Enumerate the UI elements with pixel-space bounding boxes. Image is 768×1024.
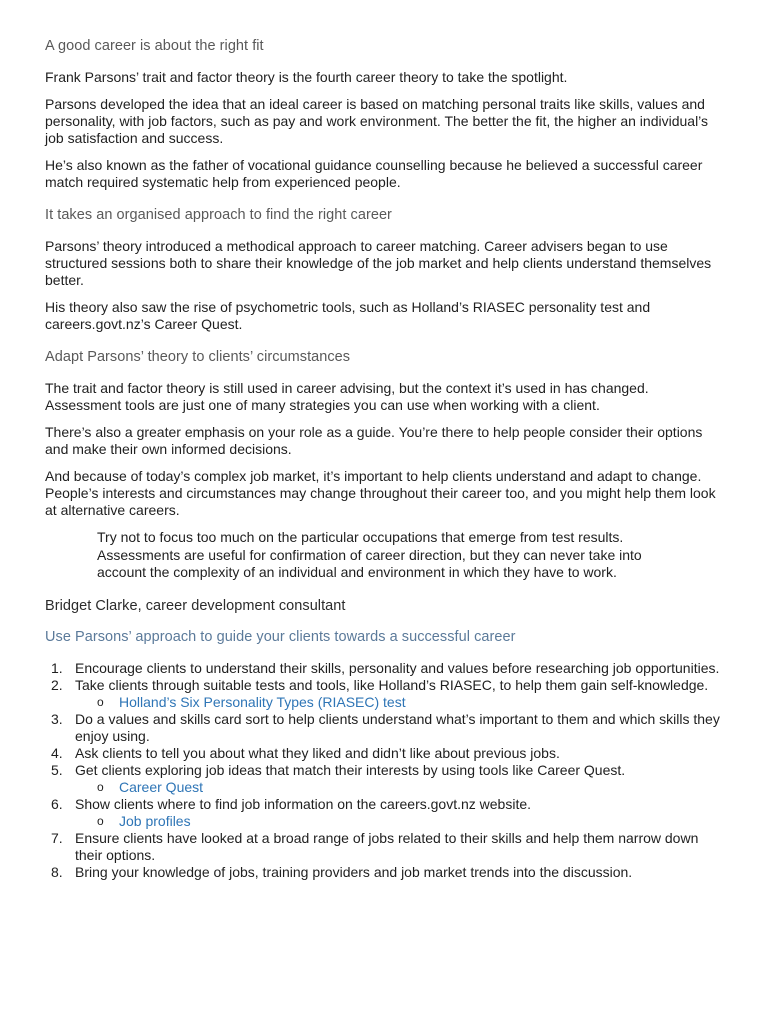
paragraph: And because of today’s complex job market, it’s important to help clients understand and adapt to change. People’s interests and circumstances may change throughout their career too, and you might help them look at alternative careers. bbox=[45, 468, 716, 518]
list-number: 1. bbox=[51, 659, 63, 676]
list-number: 4. bbox=[51, 744, 63, 761]
list-number: 6. bbox=[51, 795, 63, 812]
list-number: 3. bbox=[51, 710, 63, 727]
paragraph: He’s also known as the father of vocational guidance counselling because he believed a successful career match required systematic help from experienced people. bbox=[45, 157, 703, 190]
riasec-link[interactable]: Holland’s Six Personality Types (RIASEC) test bbox=[119, 693, 406, 710]
paragraph: There’s also a greater emphasis on your role as a guide. You’re there to help people consider their options and make their own informed decisions. bbox=[45, 424, 703, 457]
list-item-text: Get clients exploring job ideas that match their interests by using tools like Career Quest. bbox=[75, 761, 626, 778]
paragraph: Parsons developed the idea that an ideal career is based on matching personal traits like skills, values and personality, with job factors, such as pay and work environment. The better the fit, the higher an individual’s job satisfaction and success. bbox=[45, 96, 709, 146]
list-item-text: Take clients through suitable tests and tools, like Holland’s RIASEC, to help them gain self-knowledge. bbox=[75, 676, 709, 693]
list-item bbox=[45, 677, 725, 694]
list-item bbox=[45, 796, 725, 813]
list-item-text: Ensure clients have looked at a broad range of jobs related to their skills and help them narrow down their options. bbox=[75, 829, 699, 863]
paragraph: Frank Parsons’ trait and factor theory is the fourth career theory to take the spotlight. bbox=[45, 69, 568, 85]
job-profiles-link[interactable]: Job profiles bbox=[119, 812, 191, 829]
list-item-text: Encourage clients to understand their skills, personality and values before researching job opportunities. bbox=[75, 659, 720, 676]
section-heading-guide-clients: Use Parsons’ approach to guide your clients towards a successful career bbox=[45, 628, 516, 645]
list-item bbox=[45, 864, 725, 881]
hollow-bullet-icon: o bbox=[97, 779, 104, 794]
section-heading-right-fit: A good career is about the right fit bbox=[45, 38, 264, 54]
blockquote: Try not to focus too much on the particular occupations that emerge from test results. Assessments are useful for confirmation of career direction, but they can never take into account the complexity of an individual and environment in which they have to work. bbox=[97, 529, 642, 580]
list-item bbox=[45, 745, 725, 762]
sub-list-item bbox=[45, 779, 725, 796]
list-item-text: Bring your knowledge of jobs, training providers and job market trends into the discussion. bbox=[75, 863, 633, 880]
list-item bbox=[45, 711, 725, 745]
section-heading-adapt-theory: Adapt Parsons’ theory to clients’ circumstances bbox=[45, 349, 351, 365]
list-number: 7. bbox=[51, 829, 63, 846]
paragraph: The trait and factor theory is still used in career advising, but the context it’s used in has changed. Assessment tools are just one of many strategies you can use when working with a client. bbox=[45, 380, 649, 413]
section-heading-organised-approach: It takes an organised approach to find the right career bbox=[45, 207, 392, 223]
sub-list-item bbox=[45, 813, 725, 830]
list-number: 8. bbox=[51, 863, 63, 880]
sub-list-item bbox=[45, 694, 725, 711]
steps-list bbox=[45, 660, 725, 881]
career-quest-link[interactable]: Career Quest bbox=[119, 778, 204, 795]
document-page bbox=[45, 38, 725, 881]
list-item bbox=[45, 830, 725, 864]
list-number: 2. bbox=[51, 676, 63, 693]
list-item-text: Ask clients to tell you about what they liked and didn’t like about previous jobs. bbox=[75, 744, 560, 761]
list-item bbox=[45, 660, 725, 677]
list-item bbox=[45, 762, 725, 779]
list-number: 5. bbox=[51, 761, 63, 778]
paragraph: Parsons’ theory introduced a methodical approach to career matching. Career advisers began to use structured sessions both to share their knowledge of the job market and help clients understand themselves better. bbox=[45, 238, 712, 288]
paragraph: His theory also saw the rise of psychometric tools, such as Holland’s RIASEC personality test and careers.govt.nz’s Career Quest. bbox=[45, 299, 651, 332]
hollow-bullet-icon: o bbox=[97, 813, 104, 828]
hollow-bullet-icon: o bbox=[97, 694, 104, 709]
list-item-text: Show clients where to find job information on the careers.govt.nz website. bbox=[75, 795, 532, 812]
list-item-text: Do a values and skills card sort to help clients understand what’s important to them and which skills they enjoy using. bbox=[75, 710, 720, 744]
quote-attribution: Bridget Clarke, career development consultant bbox=[45, 597, 346, 614]
